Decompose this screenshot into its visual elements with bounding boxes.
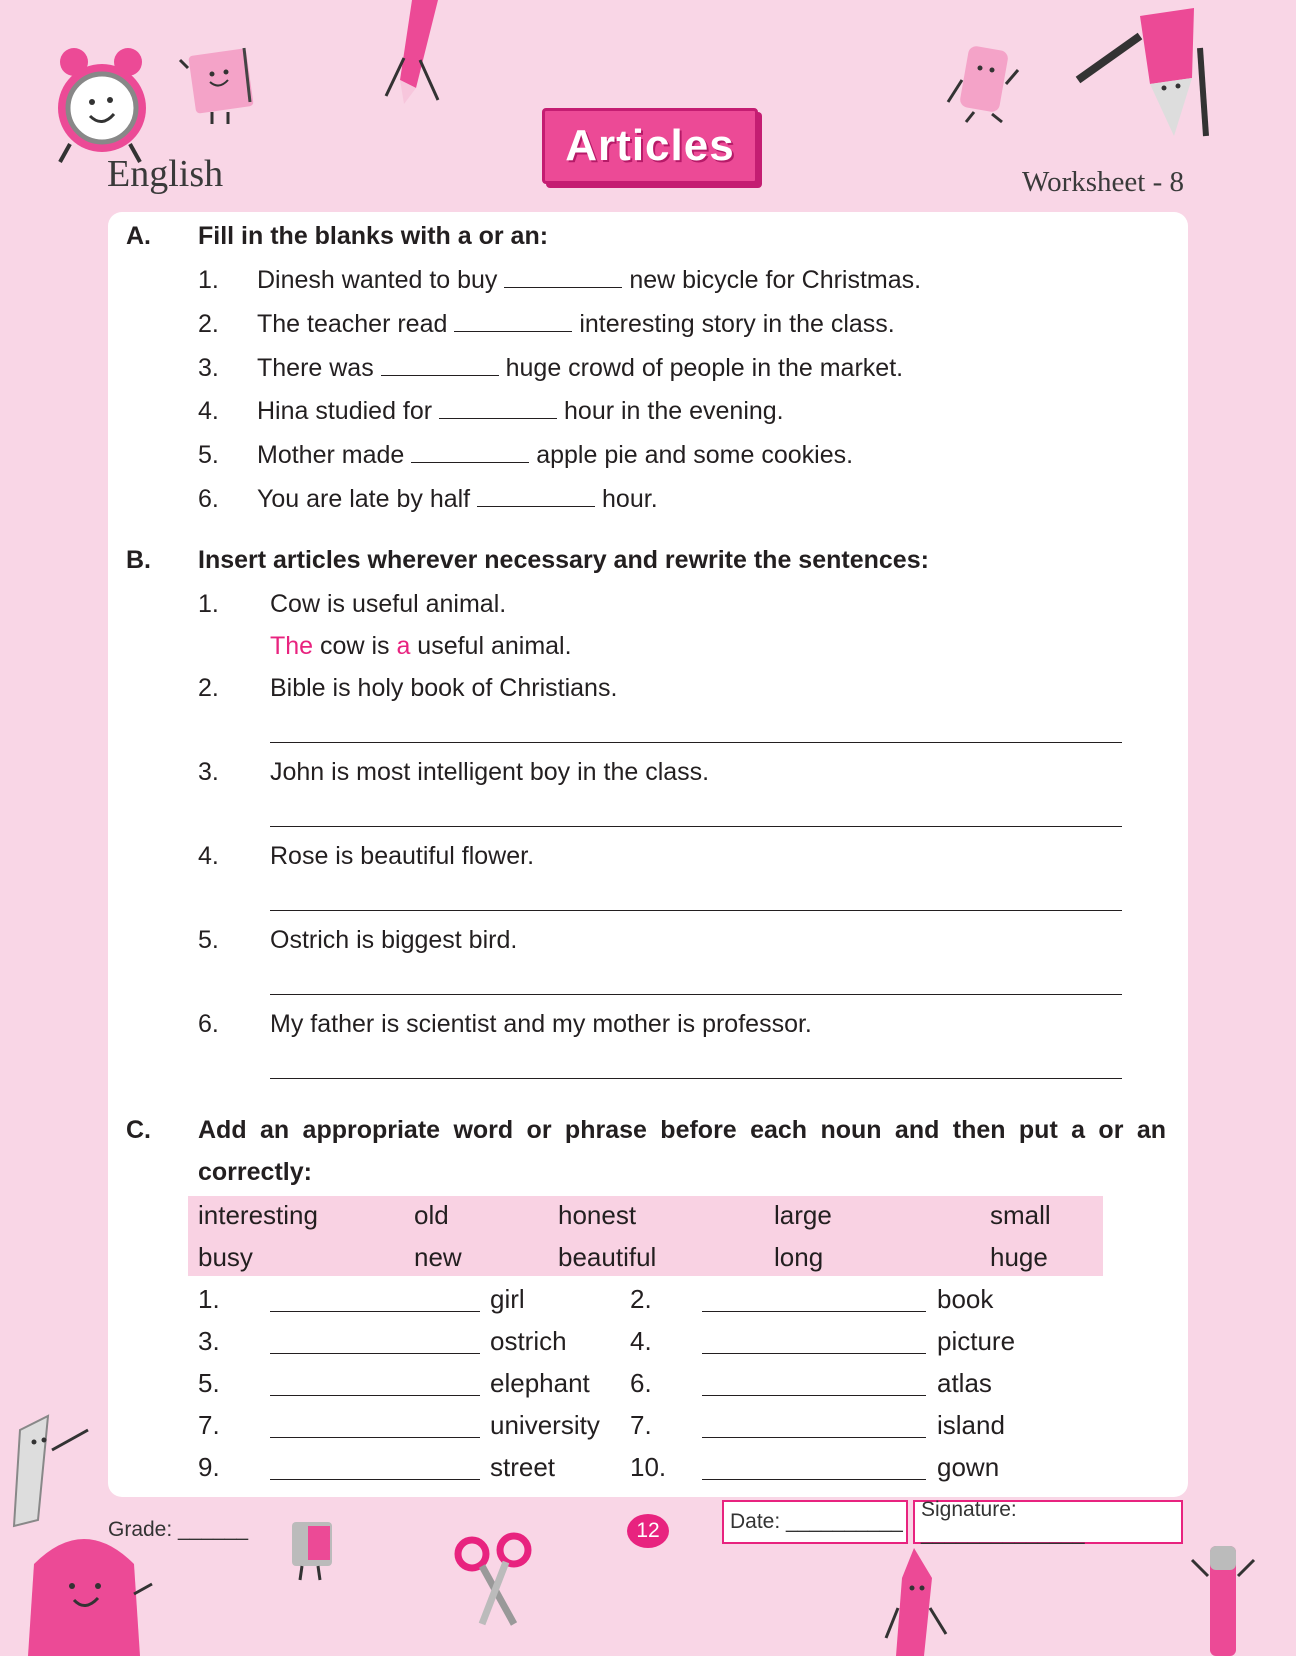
a-item-num: 3. <box>198 354 219 382</box>
a-item-text: interesting story in the class. <box>579 310 895 338</box>
section-b-heading: Insert articles wherever necessary and rewrite the sentences: <box>198 546 929 574</box>
grade-field[interactable]: Grade: ______ <box>108 1518 249 1541</box>
c-item-num: 4. <box>630 1326 652 1356</box>
answer-line[interactable] <box>702 1311 926 1312</box>
answer-blank[interactable] <box>477 486 595 507</box>
section-c-heading: Add an appropriate word or phrase before each noun and then put a or an <box>198 1116 1166 1144</box>
a-item-6 <box>257 485 658 514</box>
a-item-text: hour. <box>602 485 658 513</box>
c-item-num: 5. <box>198 1368 220 1398</box>
b-item-num: 6. <box>198 1010 219 1038</box>
b-item-num: 1. <box>198 590 219 618</box>
word-bank-item: interesting <box>198 1200 318 1230</box>
c-item-noun: island <box>937 1410 1005 1440</box>
a-item-num: 6. <box>198 485 219 513</box>
b-item-num: 2. <box>198 674 219 702</box>
ruler-illustration <box>8 1410 98 1530</box>
answer-line[interactable] <box>270 994 1122 995</box>
page-title: Articles <box>565 121 735 170</box>
answer-blank[interactable] <box>439 398 557 419</box>
date-field[interactable] <box>722 1500 908 1544</box>
answer-line[interactable] <box>270 1353 480 1354</box>
answer-line[interactable] <box>270 742 1122 743</box>
c-item-num: 2. <box>630 1284 652 1314</box>
signature-label: Signature: ______________ <box>921 1498 1085 1545</box>
section-a-letter: A. <box>126 222 151 250</box>
c-item-noun: atlas <box>937 1368 992 1398</box>
title-banner <box>542 108 758 184</box>
article-highlight: a <box>396 632 411 660</box>
section-c-letter: C. <box>126 1116 151 1144</box>
word-bank-item: long <box>774 1242 824 1272</box>
a-item-text: new bicycle for Christmas. <box>629 266 922 294</box>
b-item-num: 3. <box>198 758 219 786</box>
b-example-answer <box>270 632 572 661</box>
c-item-noun: gown <box>937 1452 1000 1482</box>
c-item-noun: ostrich <box>490 1326 567 1356</box>
word-bank-item: honest <box>558 1200 637 1230</box>
c-item-num: 1. <box>198 1284 220 1314</box>
example-text: cow is <box>313 632 397 660</box>
a-item-text: apple pie and some cookies. <box>536 441 854 469</box>
c-item-num: 7. <box>630 1410 652 1440</box>
answer-line[interactable] <box>270 1479 480 1480</box>
pencil-with-stick-illustration <box>1070 8 1220 138</box>
a-item-text: hour in the evening. <box>564 397 784 425</box>
a-item-2 <box>257 310 895 339</box>
alarm-clock-illustration <box>52 44 152 164</box>
answer-line[interactable] <box>702 1437 926 1438</box>
b-item-sentence: Ostrich is biggest bird. <box>270 926 518 954</box>
answer-line[interactable] <box>702 1479 926 1480</box>
c-item-num: 6. <box>630 1368 652 1398</box>
a-item-1 <box>257 266 921 295</box>
a-item-text: Dinesh wanted to buy <box>257 266 498 294</box>
crayon-illustration <box>884 1548 954 1656</box>
answer-line[interactable] <box>270 910 1122 911</box>
sharpener-illustration <box>282 1516 346 1586</box>
a-item-text: There was <box>257 354 374 382</box>
b-item-num: 4. <box>198 842 219 870</box>
c-item-noun: street <box>490 1452 556 1482</box>
a-item-text: You are late by half <box>257 485 471 513</box>
worksheet-number: Worksheet - 8 <box>1022 166 1184 198</box>
c-item-noun: picture <box>937 1326 1016 1356</box>
word-bank-item: old <box>414 1200 449 1230</box>
a-item-text: Mother made <box>257 441 405 469</box>
c-item-noun: girl <box>490 1284 525 1314</box>
answer-line[interactable] <box>702 1353 926 1354</box>
section-a-heading: Fill in the blanks with a or an: <box>198 222 549 250</box>
c-item-num: 3. <box>198 1326 220 1356</box>
a-item-text: Hina studied for <box>257 397 433 425</box>
b-item-sentence: Rose is beautiful flower. <box>270 842 535 870</box>
a-item-text: huge crowd of people in the market. <box>505 354 904 382</box>
a-item-num: 2. <box>198 310 219 338</box>
signature-field[interactable] <box>913 1500 1183 1544</box>
date-label: Date: __________ <box>730 1510 903 1533</box>
notepad-illustration <box>178 42 264 126</box>
bag-illustration <box>14 1524 154 1656</box>
eraser-illustration <box>944 40 1024 124</box>
answer-blank[interactable] <box>381 355 499 376</box>
a-item-text: The teacher read <box>257 310 448 338</box>
word-bank-item: busy <box>198 1242 253 1272</box>
answer-blank[interactable] <box>454 311 572 332</box>
b-item-sentence: Cow is useful animal. <box>270 590 507 618</box>
section-c-heading-cont: correctly: <box>198 1158 312 1186</box>
c-item-num: 7. <box>198 1410 220 1440</box>
a-item-num: 4. <box>198 397 219 425</box>
word-bank-item: new <box>414 1242 462 1272</box>
a-item-3 <box>257 354 903 383</box>
c-item-noun: elephant <box>490 1368 590 1398</box>
c-item-num: 9. <box>198 1452 220 1482</box>
article-highlight: The <box>270 632 314 660</box>
a-item-num: 5. <box>198 441 219 469</box>
word-bank-item: beautiful <box>558 1242 657 1272</box>
scissors-illustration <box>452 1532 538 1628</box>
subject-label: English <box>107 153 224 195</box>
a-item-5 <box>257 441 853 470</box>
word-bank-item: huge <box>990 1242 1048 1272</box>
answer-blank[interactable] <box>411 442 529 463</box>
answer-line[interactable] <box>270 1078 1122 1079</box>
pencil-illustration <box>382 0 446 110</box>
word-bank-item: small <box>990 1200 1051 1230</box>
section-b-letter: B. <box>126 546 151 574</box>
b-item-sentence: My father is scientist and my mother is professor. <box>270 1010 812 1038</box>
c-item-noun: book <box>937 1284 994 1314</box>
word-bank-item: large <box>774 1200 832 1230</box>
marker-illustration <box>1188 1540 1258 1656</box>
answer-line[interactable] <box>270 826 1122 827</box>
b-item-num: 5. <box>198 926 219 954</box>
a-item-num: 1. <box>198 266 219 294</box>
b-item-sentence: John is most intelligent boy in the class. <box>270 758 710 786</box>
answer-line[interactable] <box>270 1311 480 1312</box>
example-text: useful animal. <box>410 632 572 660</box>
answer-line[interactable] <box>270 1437 480 1438</box>
answer-line[interactable] <box>270 1395 480 1396</box>
answer-line[interactable] <box>702 1395 926 1396</box>
c-item-noun: university <box>490 1410 600 1440</box>
c-item-num: 10. <box>630 1452 667 1482</box>
a-item-4 <box>257 397 784 426</box>
page-number: 12 <box>627 1514 669 1548</box>
answer-blank[interactable] <box>504 267 622 288</box>
b-item-sentence: Bible is holy book of Christians. <box>270 674 618 702</box>
